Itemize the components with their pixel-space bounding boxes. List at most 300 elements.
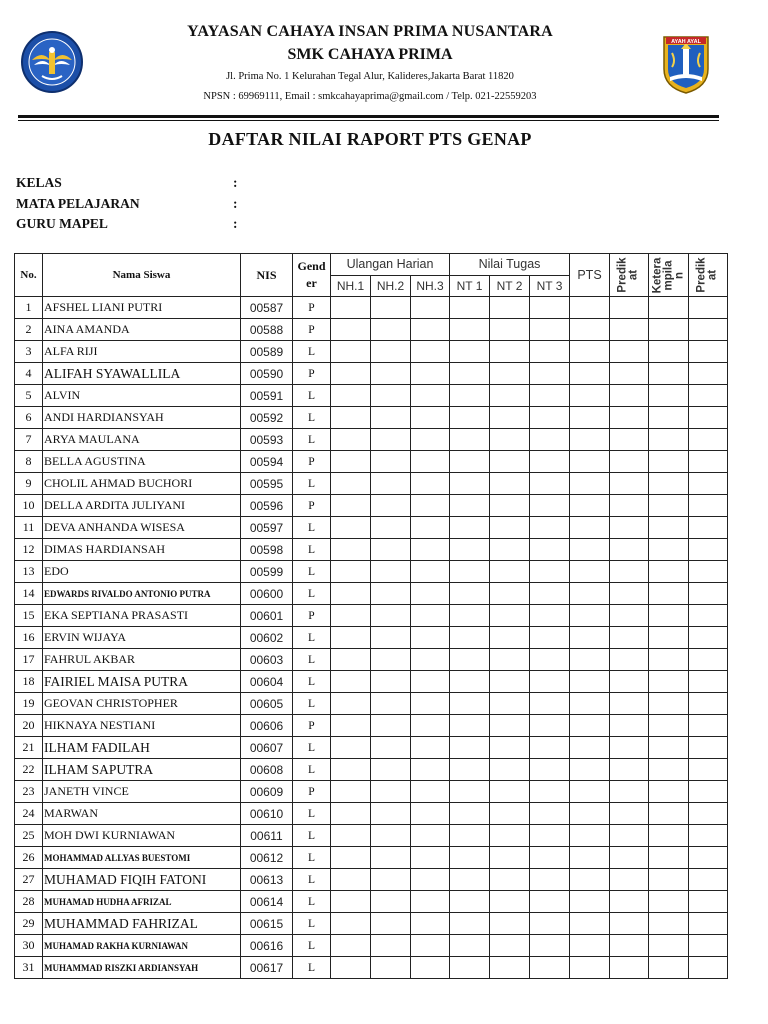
grade-cell-predikat-1[interactable] <box>610 385 649 407</box>
grade-cell-predikat-1[interactable] <box>610 583 649 605</box>
grade-cell-nt2[interactable] <box>490 913 530 935</box>
grade-cell-nh2[interactable] <box>371 583 411 605</box>
grade-cell-nt1[interactable] <box>450 891 490 913</box>
grade-cell-keterampilan[interactable] <box>649 319 689 341</box>
grade-cell-predikat-1[interactable] <box>610 451 649 473</box>
grade-cell-nh3[interactable] <box>411 539 450 561</box>
grade-cell-nt3[interactable] <box>530 957 570 979</box>
grade-cell-predikat-1[interactable] <box>610 715 649 737</box>
grade-cell-pts[interactable] <box>570 627 610 649</box>
grade-cell-nt3[interactable] <box>530 605 570 627</box>
grade-cell-nt1[interactable] <box>450 319 490 341</box>
grade-cell-pts[interactable] <box>570 957 610 979</box>
grade-cell-pts[interactable] <box>570 759 610 781</box>
grade-cell-nt3[interactable] <box>530 935 570 957</box>
grade-cell-pts[interactable] <box>570 363 610 385</box>
grade-cell-predikat-1[interactable] <box>610 627 649 649</box>
grade-cell-pts[interactable] <box>570 869 610 891</box>
grade-cell-nt1[interactable] <box>450 913 490 935</box>
grade-cell-nh3[interactable] <box>411 737 450 759</box>
grade-cell-pts[interactable] <box>570 385 610 407</box>
grade-cell-nh2[interactable] <box>371 451 411 473</box>
grade-cell-nh2[interactable] <box>371 297 411 319</box>
grade-cell-predikat-1[interactable] <box>610 495 649 517</box>
grade-cell-nt1[interactable] <box>450 671 490 693</box>
grade-cell-nt1[interactable] <box>450 693 490 715</box>
grade-cell-nh3[interactable] <box>411 957 450 979</box>
grade-cell-predikat-2[interactable] <box>689 803 728 825</box>
grade-cell-nt2[interactable] <box>490 539 530 561</box>
grade-cell-predikat-2[interactable] <box>689 451 728 473</box>
grade-cell-nt1[interactable] <box>450 759 490 781</box>
grade-cell-nt2[interactable] <box>490 583 530 605</box>
grade-cell-pts[interactable] <box>570 561 610 583</box>
grade-cell-pts[interactable] <box>570 583 610 605</box>
grade-cell-predikat-2[interactable] <box>689 957 728 979</box>
grade-cell-nh3[interactable] <box>411 935 450 957</box>
grade-cell-nh1[interactable] <box>331 869 371 891</box>
grade-cell-nh2[interactable] <box>371 781 411 803</box>
grade-cell-keterampilan[interactable] <box>649 297 689 319</box>
grade-cell-nh2[interactable] <box>371 693 411 715</box>
grade-cell-keterampilan[interactable] <box>649 539 689 561</box>
grade-cell-nt2[interactable] <box>490 495 530 517</box>
grade-cell-nh1[interactable] <box>331 715 371 737</box>
grade-cell-nh2[interactable] <box>371 737 411 759</box>
grade-cell-predikat-2[interactable] <box>689 715 728 737</box>
grade-cell-nt2[interactable] <box>490 473 530 495</box>
grade-cell-predikat-1[interactable] <box>610 825 649 847</box>
grade-cell-nh1[interactable] <box>331 605 371 627</box>
grade-cell-keterampilan[interactable] <box>649 671 689 693</box>
grade-cell-predikat-2[interactable] <box>689 319 728 341</box>
grade-cell-nh1[interactable] <box>331 913 371 935</box>
grade-cell-nt1[interactable] <box>450 297 490 319</box>
grade-cell-nt3[interactable] <box>530 847 570 869</box>
grade-cell-nh1[interactable] <box>331 429 371 451</box>
grade-cell-keterampilan[interactable] <box>649 935 689 957</box>
grade-cell-predikat-2[interactable] <box>689 341 728 363</box>
grade-cell-nh2[interactable] <box>371 957 411 979</box>
grade-cell-predikat-2[interactable] <box>689 935 728 957</box>
grade-cell-keterampilan[interactable] <box>649 517 689 539</box>
grade-cell-predikat-2[interactable] <box>689 561 728 583</box>
grade-cell-nt2[interactable] <box>490 385 530 407</box>
grade-cell-nt3[interactable] <box>530 913 570 935</box>
grade-cell-predikat-2[interactable] <box>689 627 728 649</box>
grade-cell-nt2[interactable] <box>490 935 530 957</box>
grade-cell-pts[interactable] <box>570 451 610 473</box>
grade-cell-keterampilan[interactable] <box>649 583 689 605</box>
grade-cell-nt3[interactable] <box>530 693 570 715</box>
grade-cell-nh1[interactable] <box>331 627 371 649</box>
grade-cell-predikat-2[interactable] <box>689 297 728 319</box>
grade-cell-nt2[interactable] <box>490 957 530 979</box>
grade-cell-nh3[interactable] <box>411 759 450 781</box>
grade-cell-nh2[interactable] <box>371 495 411 517</box>
grade-cell-nh3[interactable] <box>411 473 450 495</box>
grade-cell-nt3[interactable] <box>530 517 570 539</box>
grade-cell-predikat-1[interactable] <box>610 803 649 825</box>
grade-cell-nh1[interactable] <box>331 693 371 715</box>
grade-cell-keterampilan[interactable] <box>649 715 689 737</box>
grade-cell-predikat-2[interactable] <box>689 495 728 517</box>
grade-cell-nh2[interactable] <box>371 605 411 627</box>
grade-cell-keterampilan[interactable] <box>649 803 689 825</box>
grade-cell-pts[interactable] <box>570 847 610 869</box>
grade-cell-nh3[interactable] <box>411 385 450 407</box>
grade-cell-keterampilan[interactable] <box>649 759 689 781</box>
grade-cell-nh2[interactable] <box>371 473 411 495</box>
grade-cell-keterampilan[interactable] <box>649 473 689 495</box>
grade-cell-nt1[interactable] <box>450 869 490 891</box>
grade-cell-predikat-1[interactable] <box>610 407 649 429</box>
grade-cell-nt3[interactable] <box>530 649 570 671</box>
grade-cell-nh1[interactable] <box>331 847 371 869</box>
grade-cell-nh1[interactable] <box>331 297 371 319</box>
grade-cell-predikat-2[interactable] <box>689 847 728 869</box>
grade-cell-nt1[interactable] <box>450 341 490 363</box>
grade-cell-predikat-2[interactable] <box>689 891 728 913</box>
grade-cell-nh2[interactable] <box>371 759 411 781</box>
grade-cell-keterampilan[interactable] <box>649 561 689 583</box>
grade-cell-pts[interactable] <box>570 803 610 825</box>
grade-cell-nh1[interactable] <box>331 803 371 825</box>
grade-cell-keterampilan[interactable] <box>649 781 689 803</box>
grade-cell-predikat-2[interactable] <box>689 473 728 495</box>
grade-cell-nt3[interactable] <box>530 341 570 363</box>
grade-cell-nt2[interactable] <box>490 429 530 451</box>
grade-cell-nh3[interactable] <box>411 517 450 539</box>
grade-cell-nh2[interactable] <box>371 407 411 429</box>
grade-cell-predikat-2[interactable] <box>689 671 728 693</box>
grade-cell-pts[interactable] <box>570 495 610 517</box>
grade-cell-nt1[interactable] <box>450 957 490 979</box>
grade-cell-predikat-1[interactable] <box>610 891 649 913</box>
grade-cell-pts[interactable] <box>570 517 610 539</box>
grade-cell-predikat-2[interactable] <box>689 825 728 847</box>
grade-cell-nh2[interactable] <box>371 891 411 913</box>
grade-cell-nh1[interactable] <box>331 935 371 957</box>
grade-cell-nh2[interactable] <box>371 561 411 583</box>
grade-cell-nt3[interactable] <box>530 473 570 495</box>
grade-cell-nh2[interactable] <box>371 385 411 407</box>
grade-cell-keterampilan[interactable] <box>649 891 689 913</box>
grade-cell-keterampilan[interactable] <box>649 957 689 979</box>
grade-cell-nt2[interactable] <box>490 341 530 363</box>
grade-cell-nh1[interactable] <box>331 649 371 671</box>
grade-cell-nt2[interactable] <box>490 847 530 869</box>
grade-cell-nt3[interactable] <box>530 737 570 759</box>
grade-cell-predikat-1[interactable] <box>610 957 649 979</box>
grade-cell-keterampilan[interactable] <box>649 429 689 451</box>
grade-cell-pts[interactable] <box>570 297 610 319</box>
grade-cell-nh2[interactable] <box>371 539 411 561</box>
grade-cell-nt3[interactable] <box>530 627 570 649</box>
grade-cell-pts[interactable] <box>570 891 610 913</box>
grade-cell-nh3[interactable] <box>411 297 450 319</box>
grade-cell-nh1[interactable] <box>331 891 371 913</box>
grade-cell-pts[interactable] <box>570 341 610 363</box>
grade-cell-nt1[interactable] <box>450 825 490 847</box>
grade-cell-pts[interactable] <box>570 935 610 957</box>
grade-cell-keterampilan[interactable] <box>649 825 689 847</box>
grade-cell-nt3[interactable] <box>530 385 570 407</box>
grade-cell-keterampilan[interactable] <box>649 363 689 385</box>
grade-cell-nt3[interactable] <box>530 319 570 341</box>
grade-cell-nt3[interactable] <box>530 495 570 517</box>
grade-cell-predikat-2[interactable] <box>689 539 728 561</box>
grade-cell-nt2[interactable] <box>490 517 530 539</box>
grade-cell-nh1[interactable] <box>331 671 371 693</box>
grade-cell-nt1[interactable] <box>450 539 490 561</box>
grade-cell-nh1[interactable] <box>331 385 371 407</box>
grade-cell-nh1[interactable] <box>331 407 371 429</box>
grade-cell-nt1[interactable] <box>450 385 490 407</box>
grade-cell-nt1[interactable] <box>450 847 490 869</box>
grade-cell-nt3[interactable] <box>530 671 570 693</box>
grade-cell-nh3[interactable] <box>411 583 450 605</box>
grade-cell-nt3[interactable] <box>530 825 570 847</box>
grade-cell-nt3[interactable] <box>530 407 570 429</box>
grade-cell-nh1[interactable] <box>331 495 371 517</box>
grade-cell-nh1[interactable] <box>331 781 371 803</box>
grade-cell-nt2[interactable] <box>490 737 530 759</box>
grade-cell-nh3[interactable] <box>411 363 450 385</box>
grade-cell-predikat-1[interactable] <box>610 473 649 495</box>
grade-cell-nt1[interactable] <box>450 451 490 473</box>
grade-cell-nh3[interactable] <box>411 803 450 825</box>
grade-cell-nh1[interactable] <box>331 737 371 759</box>
grade-cell-predikat-2[interactable] <box>689 407 728 429</box>
grade-cell-keterampilan[interactable] <box>649 407 689 429</box>
grade-cell-predikat-1[interactable] <box>610 605 649 627</box>
grade-cell-nh2[interactable] <box>371 341 411 363</box>
grade-cell-pts[interactable] <box>570 693 610 715</box>
grade-cell-nh2[interactable] <box>371 935 411 957</box>
grade-cell-nt1[interactable] <box>450 517 490 539</box>
grade-cell-pts[interactable] <box>570 649 610 671</box>
grade-cell-nh3[interactable] <box>411 319 450 341</box>
grade-cell-nh1[interactable] <box>331 319 371 341</box>
grade-cell-nh3[interactable] <box>411 693 450 715</box>
grade-cell-predikat-2[interactable] <box>689 781 728 803</box>
grade-cell-pts[interactable] <box>570 319 610 341</box>
grade-cell-nt1[interactable] <box>450 363 490 385</box>
grade-cell-nh3[interactable] <box>411 869 450 891</box>
grade-cell-nh3[interactable] <box>411 627 450 649</box>
grade-cell-nt2[interactable] <box>490 627 530 649</box>
grade-cell-nt2[interactable] <box>490 781 530 803</box>
grade-cell-nh2[interactable] <box>371 825 411 847</box>
grade-cell-nt2[interactable] <box>490 649 530 671</box>
grade-cell-predikat-2[interactable] <box>689 385 728 407</box>
grade-cell-predikat-1[interactable] <box>610 649 649 671</box>
grade-cell-nt3[interactable] <box>530 583 570 605</box>
grade-cell-nh3[interactable] <box>411 429 450 451</box>
grade-cell-nt3[interactable] <box>530 891 570 913</box>
grade-cell-keterampilan[interactable] <box>649 495 689 517</box>
grade-cell-predikat-2[interactable] <box>689 517 728 539</box>
grade-cell-nt1[interactable] <box>450 583 490 605</box>
grade-cell-predikat-2[interactable] <box>689 693 728 715</box>
grade-cell-pts[interactable] <box>570 913 610 935</box>
grade-cell-nt1[interactable] <box>450 627 490 649</box>
grade-cell-nt3[interactable] <box>530 561 570 583</box>
grade-cell-predikat-2[interactable] <box>689 759 728 781</box>
grade-cell-keterampilan[interactable] <box>649 341 689 363</box>
grade-cell-pts[interactable] <box>570 671 610 693</box>
grade-cell-nt1[interactable] <box>450 407 490 429</box>
grade-cell-nt1[interactable] <box>450 935 490 957</box>
grade-cell-nt1[interactable] <box>450 715 490 737</box>
grade-cell-nt3[interactable] <box>530 869 570 891</box>
grade-cell-nh2[interactable] <box>371 847 411 869</box>
grade-cell-nt2[interactable] <box>490 891 530 913</box>
grade-cell-nh1[interactable] <box>331 517 371 539</box>
grade-cell-nh2[interactable] <box>371 913 411 935</box>
grade-cell-predikat-1[interactable] <box>610 429 649 451</box>
grade-cell-keterampilan[interactable] <box>649 627 689 649</box>
grade-cell-nh2[interactable] <box>371 319 411 341</box>
grade-cell-predikat-2[interactable] <box>689 605 728 627</box>
grade-cell-nh2[interactable] <box>371 627 411 649</box>
grade-cell-nt3[interactable] <box>530 429 570 451</box>
grade-cell-nt3[interactable] <box>530 803 570 825</box>
grade-cell-nh1[interactable] <box>331 539 371 561</box>
grade-cell-nt2[interactable] <box>490 605 530 627</box>
grade-cell-nt1[interactable] <box>450 429 490 451</box>
grade-cell-predikat-1[interactable] <box>610 297 649 319</box>
grade-cell-predikat-2[interactable] <box>689 649 728 671</box>
grade-cell-predikat-2[interactable] <box>689 363 728 385</box>
grade-cell-nh3[interactable] <box>411 671 450 693</box>
grade-cell-predikat-1[interactable] <box>610 341 649 363</box>
grade-cell-nh3[interactable] <box>411 825 450 847</box>
grade-cell-predikat-1[interactable] <box>610 671 649 693</box>
grade-cell-nh1[interactable] <box>331 561 371 583</box>
grade-cell-nh2[interactable] <box>371 869 411 891</box>
grade-cell-predikat-1[interactable] <box>610 319 649 341</box>
grade-cell-nt2[interactable] <box>490 869 530 891</box>
grade-cell-nh3[interactable] <box>411 495 450 517</box>
grade-cell-nh3[interactable] <box>411 847 450 869</box>
grade-cell-keterampilan[interactable] <box>649 693 689 715</box>
grade-cell-nh1[interactable] <box>331 341 371 363</box>
grade-cell-nt2[interactable] <box>490 561 530 583</box>
grade-cell-keterampilan[interactable] <box>649 737 689 759</box>
grade-cell-keterampilan[interactable] <box>649 847 689 869</box>
grade-cell-keterampilan[interactable] <box>649 605 689 627</box>
grade-cell-predikat-1[interactable] <box>610 847 649 869</box>
grade-cell-nt2[interactable] <box>490 297 530 319</box>
grade-cell-keterampilan[interactable] <box>649 451 689 473</box>
grade-cell-nt1[interactable] <box>450 495 490 517</box>
grade-cell-nh1[interactable] <box>331 957 371 979</box>
grade-cell-pts[interactable] <box>570 605 610 627</box>
grade-cell-predikat-1[interactable] <box>610 935 649 957</box>
grade-cell-predikat-1[interactable] <box>610 913 649 935</box>
grade-cell-nt1[interactable] <box>450 803 490 825</box>
grade-cell-predikat-1[interactable] <box>610 781 649 803</box>
grade-cell-nt2[interactable] <box>490 759 530 781</box>
grade-cell-nh1[interactable] <box>331 825 371 847</box>
grade-cell-predikat-1[interactable] <box>610 363 649 385</box>
grade-cell-pts[interactable] <box>570 715 610 737</box>
grade-cell-predikat-1[interactable] <box>610 561 649 583</box>
grade-cell-pts[interactable] <box>570 473 610 495</box>
grade-cell-pts[interactable] <box>570 737 610 759</box>
grade-cell-predikat-2[interactable] <box>689 913 728 935</box>
grade-cell-keterampilan[interactable] <box>649 385 689 407</box>
grade-cell-predikat-1[interactable] <box>610 737 649 759</box>
grade-cell-nt2[interactable] <box>490 407 530 429</box>
grade-cell-nh1[interactable] <box>331 583 371 605</box>
grade-cell-nh3[interactable] <box>411 341 450 363</box>
grade-cell-predikat-2[interactable] <box>689 737 728 759</box>
grade-cell-nh3[interactable] <box>411 649 450 671</box>
grade-cell-nt3[interactable] <box>530 539 570 561</box>
grade-cell-predikat-1[interactable] <box>610 759 649 781</box>
grade-cell-nh3[interactable] <box>411 891 450 913</box>
grade-cell-nt1[interactable] <box>450 737 490 759</box>
grade-cell-nt3[interactable] <box>530 363 570 385</box>
grade-cell-pts[interactable] <box>570 429 610 451</box>
grade-cell-pts[interactable] <box>570 407 610 429</box>
grade-cell-nh1[interactable] <box>331 363 371 385</box>
grade-cell-nt2[interactable] <box>490 715 530 737</box>
grade-cell-nh2[interactable] <box>371 363 411 385</box>
grade-cell-nt2[interactable] <box>490 319 530 341</box>
grade-cell-nh3[interactable] <box>411 561 450 583</box>
grade-cell-nh2[interactable] <box>371 517 411 539</box>
grade-cell-nh2[interactable] <box>371 671 411 693</box>
grade-cell-nt1[interactable] <box>450 473 490 495</box>
grade-cell-nh3[interactable] <box>411 781 450 803</box>
grade-cell-pts[interactable] <box>570 781 610 803</box>
grade-cell-predikat-2[interactable] <box>689 869 728 891</box>
grade-cell-keterampilan[interactable] <box>649 913 689 935</box>
grade-cell-nh2[interactable] <box>371 803 411 825</box>
grade-cell-predikat-1[interactable] <box>610 869 649 891</box>
grade-cell-predikat-1[interactable] <box>610 539 649 561</box>
grade-cell-nt1[interactable] <box>450 781 490 803</box>
grade-cell-nh3[interactable] <box>411 913 450 935</box>
grade-cell-nt2[interactable] <box>490 803 530 825</box>
grade-cell-keterampilan[interactable] <box>649 869 689 891</box>
grade-cell-nt3[interactable] <box>530 451 570 473</box>
grade-cell-nh3[interactable] <box>411 605 450 627</box>
grade-cell-pts[interactable] <box>570 825 610 847</box>
grade-cell-nt2[interactable] <box>490 671 530 693</box>
grade-cell-nt1[interactable] <box>450 605 490 627</box>
grade-cell-nh2[interactable] <box>371 715 411 737</box>
grade-cell-predikat-1[interactable] <box>610 693 649 715</box>
grade-cell-predikat-2[interactable] <box>689 583 728 605</box>
grade-cell-pts[interactable] <box>570 539 610 561</box>
grade-cell-nh1[interactable] <box>331 451 371 473</box>
grade-cell-nt2[interactable] <box>490 363 530 385</box>
grade-cell-nh2[interactable] <box>371 429 411 451</box>
grade-cell-nt1[interactable] <box>450 561 490 583</box>
grade-cell-nt3[interactable] <box>530 759 570 781</box>
grade-cell-nt3[interactable] <box>530 781 570 803</box>
grade-cell-keterampilan[interactable] <box>649 649 689 671</box>
grade-cell-nt2[interactable] <box>490 825 530 847</box>
grade-cell-predikat-2[interactable] <box>689 429 728 451</box>
grade-cell-predikat-1[interactable] <box>610 517 649 539</box>
grade-cell-nt3[interactable] <box>530 297 570 319</box>
